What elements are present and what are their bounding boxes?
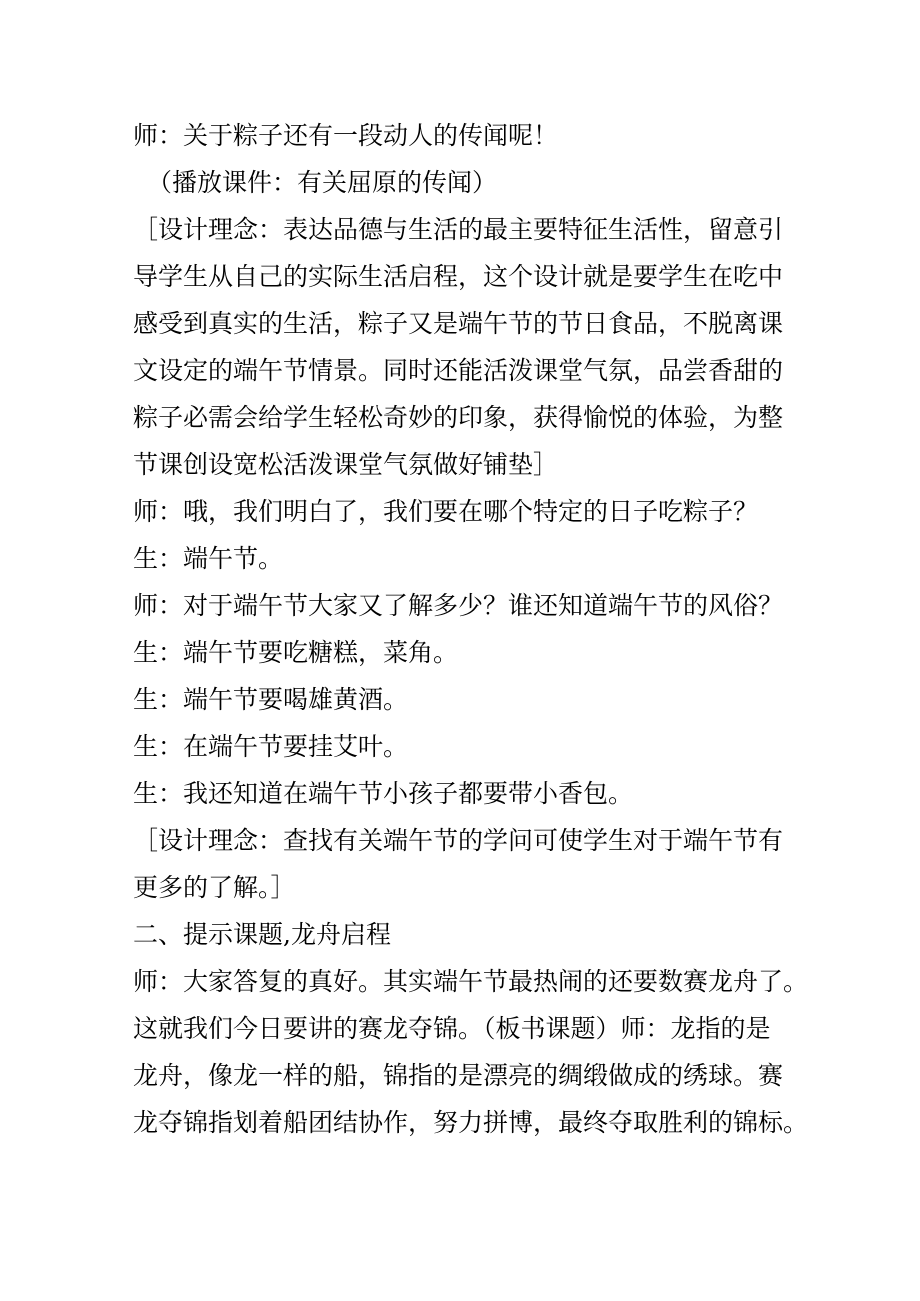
section-heading: 二、提示课题,龙舟启程	[133, 920, 391, 949]
text-line: 生：在端午节要挂艾叶。	[133, 732, 409, 761]
text-line: 导学生从自己的实际生活启程，这个设计就是要学生在吃中	[133, 262, 784, 291]
text-line: 生：我还知道在端午节小孩子都要带小香包。	[133, 779, 634, 808]
text-line: 师：对于端午节大家又了解多少？谁还知道端午节的风俗？	[133, 591, 784, 620]
document-body	[133, 112, 809, 1146]
text-line: 生：端午节要喝雄黄酒。	[133, 685, 409, 714]
text-line: 文设定的端午节情景。同时还能活泼课堂气氛，品尝香甜的	[133, 356, 784, 385]
text-line: ［设计理念：查找有关端午节的学问可使学生对于端午节有	[133, 826, 784, 855]
text-line: ［设计理念：表达品德与生活的最主要特征生活性，留意引	[133, 215, 784, 244]
text-line: 龙舟，像龙一样的船，锦指的是漂亮的绸缎做成的绣球。赛	[133, 1061, 784, 1090]
text-line: 这就我们今日要讲的赛龙夺锦。（板书课题）师：龙指的是	[133, 1014, 771, 1043]
text-line: 生：端午节。	[133, 544, 284, 573]
text-line: 师：哦，我们明白了，我们要在哪个特定的日子吃粽子？	[133, 497, 759, 526]
text-line: 粽子必需会给学生轻松奇妙的印象，获得愉悦的体验，为整	[133, 403, 784, 432]
text-line: （播放课件：有关屈原的传闻）	[147, 168, 498, 197]
text-line: 师：关于粽子还有一段动人的传闻呢！	[133, 121, 559, 150]
text-line: 生：端午节要吃糖糕，菜角。	[133, 638, 459, 667]
text-line: 更多的了解。］	[133, 873, 296, 902]
text-line: 感受到真实的生活，粽子又是端午节的节日食品，不脱离课	[133, 309, 784, 338]
text-line: 龙夺锦指划着船团结协作，努力拼博，最终夺取胜利的锦标。	[133, 1108, 809, 1137]
text-line: 节课创设宽松活泼课堂气氛做好铺垫］	[133, 450, 559, 479]
text-line: 师：大家答复的真好。其实端午节最热闹的还要数赛龙舟了。	[133, 967, 809, 996]
